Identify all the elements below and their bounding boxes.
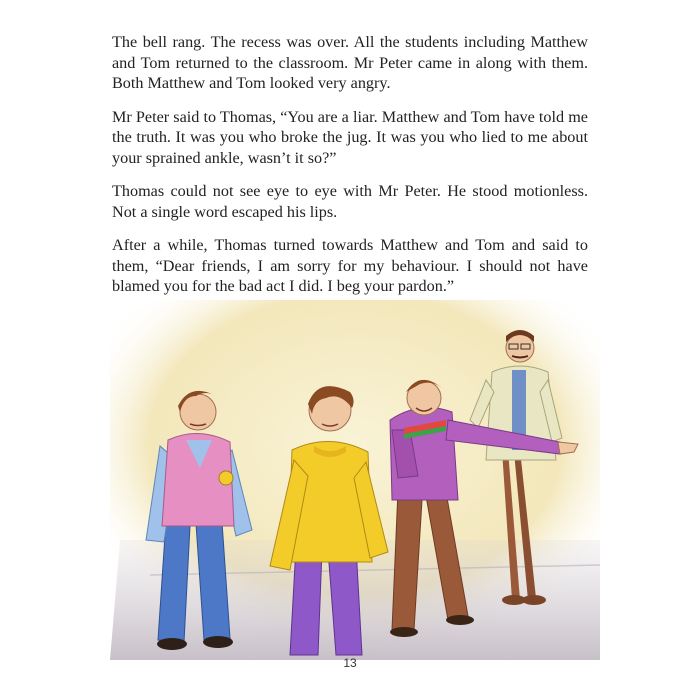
classroom-illustration <box>0 300 700 660</box>
paragraph-2: Mr Peter said to Thomas, “You are a liar. Matthew and Tom have told me the truth. It was you who broke the jug. It was you who lied to me about your sprained ankle, wasn’t it so?” <box>112 107 588 167</box>
paragraph-4: After a while, Thomas turned towards Matthew and Tom and said to them, “Dear friends, I am sorry for my behaviour. I should not have blamed you for the bad act I did. I beg your pardon.” <box>112 236 588 295</box>
paragraph-3: Thomas could not see eye to eye with Mr Peter. He stood motionless. Not a single word escaped his lips. <box>112 182 588 221</box>
paragraph-1: The bell rang. The recess was over. All the students including Matthew and Tom returned to the classroom. Mr Peter came in along with them. Both Matthew and Tom looked very angry. <box>112 33 588 92</box>
page-number: 13 <box>343 656 357 670</box>
story-text <box>112 32 588 310</box>
